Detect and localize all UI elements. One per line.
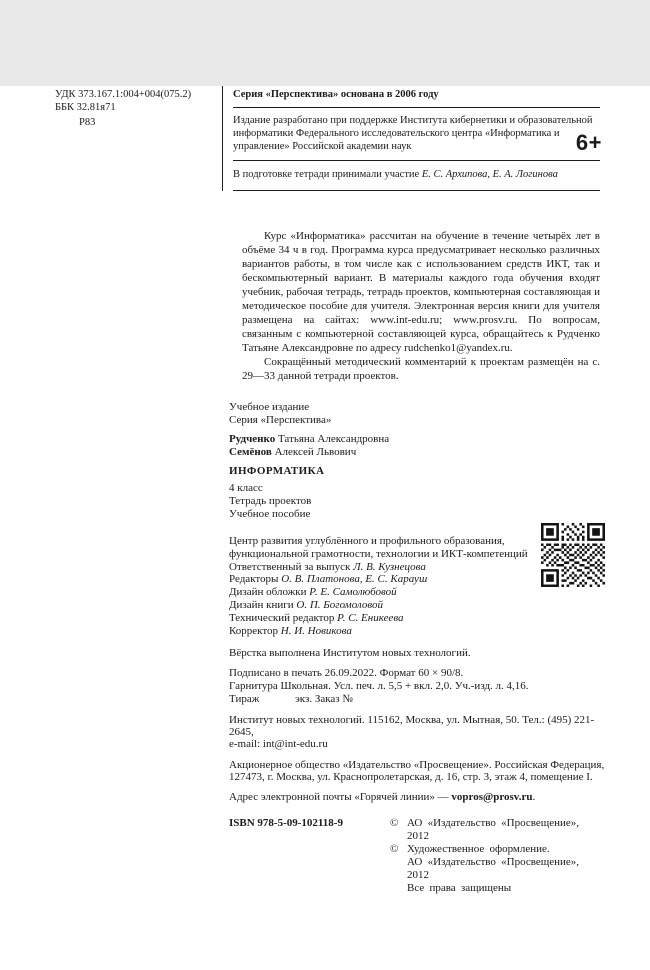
author-surname: Рудченко [229,433,276,445]
credit-line [229,573,541,586]
credit-role: Дизайн обложки [229,586,310,599]
support-note: Издание разработано при поддержке Института кибернетики и образовательной информатики Федерального исследовательского центра «Информатика и управление» Российской академии наук [233,108,600,161]
copyright-mark: © [390,843,399,856]
author-line [229,433,605,446]
credit-line [229,612,541,625]
credit-role: Корректор [229,624,281,637]
credit-names: Р. С. Еникеева [337,611,404,624]
participants-names: Е. С. Архипова, Е. А. Логинова [421,169,558,180]
hotline-note [229,791,605,803]
series-info-column [222,86,600,191]
credit-names: О. П. Богомоловой [296,598,383,611]
age-rating-badge: 6+ [575,130,602,155]
classification-codes [55,86,222,191]
credit-names: Н. И. Новикова [280,624,352,637]
hotline-prefix: Адрес электронной почты «Горячей линии» — [229,791,452,804]
copyright-line [390,817,605,843]
print-info-line-1: Подписано в печать 26.09.2022. Формат 60 × 90/8. [229,667,464,680]
credit-names: Л. В. Кузнецова [353,560,426,573]
credit-role: Редакторы [229,573,282,586]
participants-prefix: В подготовке тетради принимали участие [233,169,422,180]
credit-line [229,599,541,612]
edition-series: Серия «Перспектива» [229,414,332,426]
publisher-int-line-1: Институт новых технологий. 115162, Москва, ул. Мытная, 50. Тел.: (495) 221-2645, [229,713,595,739]
credits-center-line-1: Центр развития углублённого и профильного образования, [229,535,505,547]
udk-code: УДК 373.167.1:004+004(075.2) [55,89,192,100]
author-surname: Семёнов [229,446,272,458]
credit-line [229,625,541,638]
footer-block [229,817,605,895]
credit-role: Дизайн книги [229,598,297,611]
isbn: ISBN 978-5-09-102118-9 [229,817,343,830]
hotline-email: vopros@prosv.ru [451,791,533,804]
imprint-page [0,86,650,970]
copyright-text: Художественное оформление. [407,843,550,856]
annotation-paragraph-2: Сокращённый методический комментарий к проектам размещён на с. 29—33 данной тетради проектов. [242,356,600,382]
credit-role: Технический редактор [229,611,338,624]
authors-block [229,433,605,459]
book-title: ИНФОРМАТИКА [229,465,325,477]
qr-code-icon [541,523,605,587]
subtitle-line-kind: Учебное пособие [229,508,311,520]
credits-list [229,535,541,637]
copyright-text: АО «Издательство «Просвещение», 2012 [407,856,579,882]
publisher-prosv-line-1: Акционерное общество «Издательство «Просвещение». Российская Федерация, [229,758,605,771]
author-name: Алексей Львович [274,446,357,458]
publisher-prosv-block [229,759,605,784]
series-note: Серия «Перспектива» основана в 2006 году [233,86,600,108]
annotation [242,229,600,383]
credits-section [229,535,605,637]
copyright-block [390,817,605,895]
subtitle-block [229,482,605,521]
bibliographic-header [55,86,600,191]
author-name: Татьяна Александровна [277,433,390,445]
author-sign-code: Р83 [79,117,96,128]
credit-names: О. В. Платонова, Е. С. Карауш [281,573,428,586]
participants-note [233,161,600,191]
copyright-text: АО «Издательство «Просвещение», 2012 [407,817,579,843]
edition-type-block [229,401,605,427]
copyright-mark: © [390,817,399,830]
print-info-line-2: Гарнитура Школьная. Усл. печ. л. 5,5 + вкл. 2,0. Уч.-изд. л. 4,16. [229,680,529,693]
hotline-suffix: . [532,791,536,804]
credit-role: Ответственный за выпуск [229,560,354,573]
credits-center-line-2: функциональной грамотности, технологии и ИКТ-компетенций [229,547,528,560]
publisher-int-line-2: e-mail: int@int-edu.ru [229,738,328,751]
publisher-prosv-line-2: 127473, г. Москва, ул. Краснопролетарская, д. 16, стр. 3, этаж 4, помещение I. [229,770,593,783]
author-line [229,446,605,459]
copyright-mark [390,882,407,895]
copyright-line [390,843,605,856]
subtitle-line-type: Тетрадь проектов [229,495,312,507]
credit-names: Р. Е. Самолюбовой [309,586,397,599]
publisher-int-block [229,714,605,751]
print-info-block [229,667,605,705]
copyright-line [390,882,605,895]
subtitle-line-grade: 4 класс [229,482,263,494]
copyright-mark [390,856,407,882]
credit-line [229,561,541,574]
layout-note: Вёрстка выполнена Институтом новых технологий. [229,647,471,660]
credit-line [229,586,541,599]
copyright-text: Все права защищены [407,882,512,895]
copyright-line [390,856,605,882]
edition-type: Учебное издание [229,401,310,413]
bbk-code: ББК 32.81я71 [55,102,116,113]
annotation-paragraph-1: Курс «Информатика» рассчитан на обучение в течение четырёх лет в объёме 34 ч в год. Программа курса предусматривает несколько различных вариантов работы, в том числе как с использованием средств ИКТ, так и бескомпьютерный вариант. В материалы каждого года обучения входят учебник, рабочая тетрадь, тетрадь проектов, компьютерная составляющая и методическое пособие для учителя. Электронная версия книги для учителя размещена на сайтах: www.int-edu.ru; www.prosv.ru. По вопросам, связанным с компьютерной составляющей курса, обращайтесь к Рудченко Татьяне Александровне по адресу rudchenko1@yandex.ru. [242,230,600,354]
print-info-line-3: Тираж экз. Заказ № [229,692,353,705]
